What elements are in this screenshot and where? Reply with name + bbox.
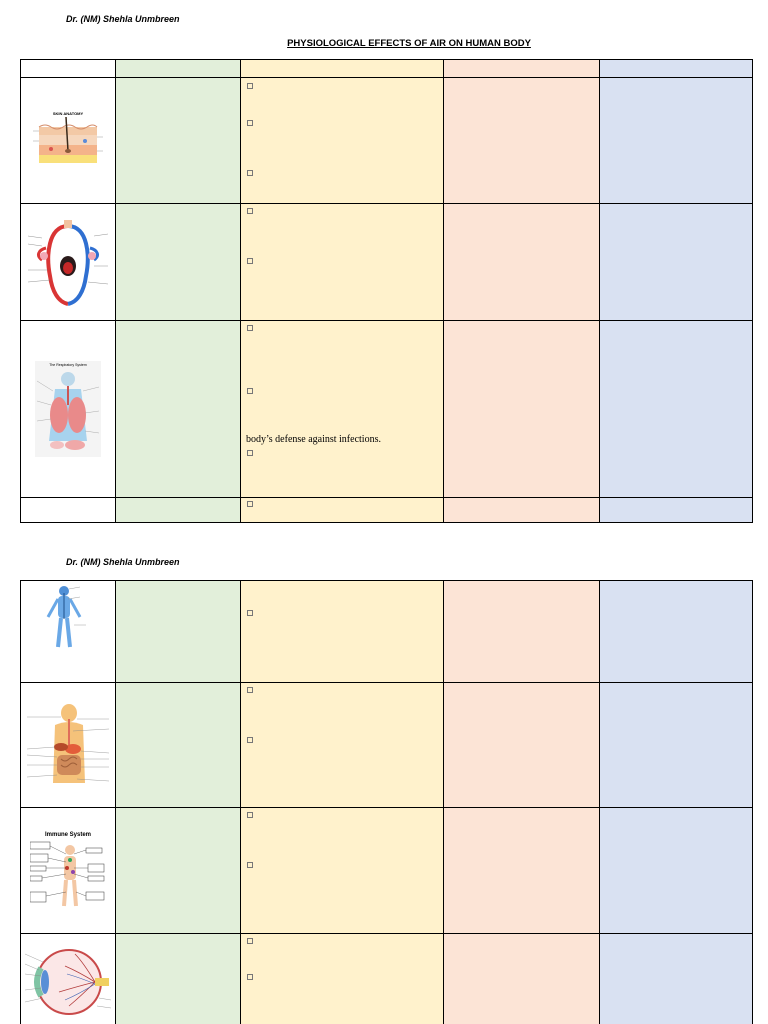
bullet-cell bbox=[241, 683, 444, 808]
table-cell bbox=[444, 683, 600, 808]
table-cell bbox=[116, 934, 241, 1024]
organ-image-cell bbox=[21, 683, 116, 808]
organ-image-cell bbox=[21, 808, 116, 934]
table-row bbox=[21, 683, 753, 808]
header-cell bbox=[241, 60, 444, 78]
organ-image-cell bbox=[21, 321, 116, 498]
respiratory-system-illustration bbox=[35, 361, 101, 457]
digestive-system-illustration bbox=[27, 703, 109, 787]
table-row bbox=[21, 581, 753, 683]
immune-system-illustration bbox=[30, 832, 106, 910]
table-cell bbox=[444, 78, 600, 204]
checkbox-bullet bbox=[247, 450, 253, 456]
table-cell bbox=[600, 78, 753, 204]
table-cell bbox=[116, 808, 241, 934]
header-cell bbox=[116, 60, 241, 78]
checkbox-bullet bbox=[247, 862, 253, 868]
bullet-cell bbox=[241, 204, 444, 321]
checkbox-bullet bbox=[247, 83, 253, 89]
effects-table-page2 bbox=[20, 580, 753, 1024]
bullet-cell bbox=[241, 934, 444, 1024]
checkbox-bullet bbox=[247, 501, 253, 507]
checkbox-bullet bbox=[247, 120, 253, 126]
table-cell bbox=[116, 78, 241, 204]
immune-caption: Immune System bbox=[44, 831, 92, 838]
bullet-cell bbox=[241, 581, 444, 683]
checkbox-bullet bbox=[247, 938, 253, 944]
checkbox-bullet bbox=[247, 388, 253, 394]
table-cell bbox=[21, 498, 116, 523]
table-cell bbox=[600, 934, 753, 1024]
table-cell bbox=[600, 581, 753, 683]
checkbox-bullet bbox=[247, 258, 253, 264]
table-cell bbox=[444, 808, 600, 934]
checkbox-bullet bbox=[247, 170, 253, 176]
effects-table-page1 bbox=[20, 59, 753, 523]
table-cell bbox=[116, 581, 241, 683]
checkbox-bullet bbox=[247, 610, 253, 616]
table-cell bbox=[600, 204, 753, 321]
eye-anatomy-illustration bbox=[25, 942, 111, 1022]
skin-anatomy-illustration bbox=[33, 111, 103, 171]
table-cell bbox=[600, 321, 753, 498]
checkbox-bullet bbox=[247, 208, 253, 214]
table-row bbox=[21, 498, 753, 523]
organ-image-cell bbox=[21, 934, 116, 1024]
checkbox-bullet bbox=[247, 974, 253, 980]
circulatory-system-illustration bbox=[28, 216, 108, 308]
checkbox-bullet bbox=[247, 812, 253, 818]
organ-image-cell bbox=[21, 78, 116, 204]
skin-caption: SKIN ANATOMY bbox=[52, 110, 84, 116]
table-cell bbox=[600, 683, 753, 808]
table-row bbox=[21, 321, 753, 498]
header-cell bbox=[21, 60, 116, 78]
header-cell bbox=[444, 60, 600, 78]
bullet-cell bbox=[241, 321, 444, 498]
table-row bbox=[21, 934, 753, 1024]
table-cell bbox=[444, 498, 600, 523]
table-cell bbox=[444, 204, 600, 321]
table-cell bbox=[444, 321, 600, 498]
bullet-cell bbox=[241, 498, 444, 523]
table-cell bbox=[600, 808, 753, 934]
table-cell bbox=[116, 321, 241, 498]
table-row bbox=[21, 808, 753, 934]
header-row bbox=[21, 60, 753, 78]
table-cell bbox=[600, 498, 753, 523]
author-name: Dr. (NM) Shehla Unmbreen bbox=[66, 557, 180, 567]
table-row bbox=[21, 78, 753, 204]
header-cell bbox=[600, 60, 753, 78]
page-title: PHYSIOLOGICAL EFFECTS OF AIR ON HUMAN BODY bbox=[287, 38, 531, 49]
cell-text: body’s defense against infections. bbox=[246, 434, 381, 445]
checkbox-bullet bbox=[247, 737, 253, 743]
bullet-cell bbox=[241, 78, 444, 204]
table-row bbox=[21, 204, 753, 321]
bullet-cell bbox=[241, 808, 444, 934]
table-cell bbox=[116, 498, 241, 523]
author-name: Dr. (NM) Shehla Unmbreen bbox=[66, 14, 180, 24]
nervous-system-illustration bbox=[38, 585, 98, 649]
organ-image-cell bbox=[21, 581, 116, 683]
table-cell bbox=[116, 204, 241, 321]
checkbox-bullet bbox=[247, 687, 253, 693]
respiratory-caption: The Respiratory System bbox=[49, 363, 87, 367]
table-cell bbox=[116, 683, 241, 808]
organ-image-cell bbox=[21, 204, 116, 321]
table-cell bbox=[444, 581, 600, 683]
table-cell bbox=[444, 934, 600, 1024]
checkbox-bullet bbox=[247, 325, 253, 331]
